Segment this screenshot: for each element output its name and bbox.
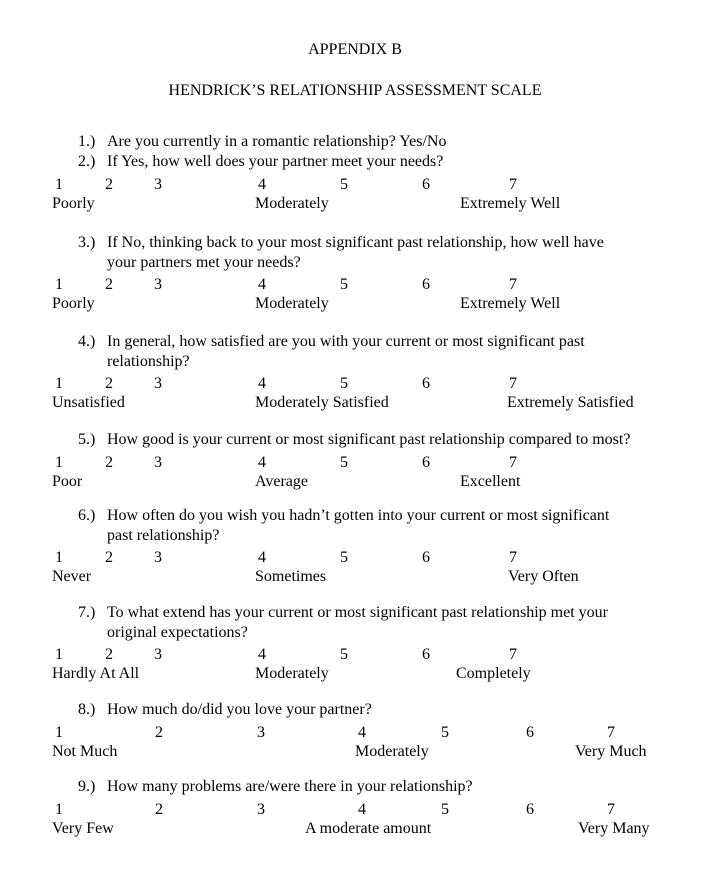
scale-number: 3 [154,276,162,293]
scale-number: 3 [154,453,162,471]
scale-anchor-label: Average [255,472,308,490]
scale-number: 4 [258,375,266,392]
question-number: 6.) [78,507,96,524]
scale-number: 1 [55,723,63,741]
question-line [0,430,710,450]
scale-anchors-row [0,472,710,491]
scale-numbers-row [0,723,710,742]
question-line [0,233,710,253]
question-text: How good is your current or most significant past relationship compared to most? [107,431,631,448]
question-line [0,332,710,352]
question-item [0,332,710,412]
scale-number: 7 [509,175,517,193]
scale-number: 4 [258,453,266,471]
question-text: To what extend has your current or most significant past relationship met your [107,604,608,621]
scale-number: 2 [105,375,113,392]
scale-number: 1 [55,175,63,193]
scale-anchor-label: Very Often [508,568,579,585]
question-text: original expectations? [107,623,248,641]
scale-number: 3 [257,723,265,741]
scale-anchor-label: Extremely Well [460,194,561,212]
question-number: 8.) [78,701,96,718]
scale-number: 6 [526,800,534,818]
scale-anchor-label: Moderately Satisfied [255,394,389,411]
scale-number: 2 [105,175,113,193]
scale-number: 1 [55,549,63,566]
question-text: If No, thinking back to your most significant past relationship, how well have [107,234,604,251]
question-item [0,132,710,152]
question-number: 5.) [78,431,96,448]
question-line [0,603,710,623]
scale-anchor-label: Extremely Well [460,295,561,312]
scale-number: 4 [358,723,366,741]
scale-number: 5 [340,549,348,566]
scale-number: 5 [340,646,348,663]
scale-number: 3 [154,646,162,663]
scale-number: 5 [340,175,348,193]
question-text: past relationship? [107,526,220,544]
scale-anchors-row [0,194,710,213]
question-text: If Yes, how well does your partner meet your needs? [107,153,444,170]
scale-anchor-label: Not Much [52,742,118,760]
scale-number: 2 [105,646,113,663]
scale-number: 7 [607,800,615,818]
scale-anchor-label: Unsatisfied [52,394,125,411]
question-number: 4.) [78,333,96,350]
scale-number: 1 [55,375,63,392]
question-text: How much do/did you love your partner? [107,701,372,718]
scale-number: 3 [257,800,265,818]
scale-number: 7 [509,453,517,471]
scale-number: 7 [509,276,517,293]
scale-anchors-row [0,294,710,313]
question-number: 9.) [78,778,96,795]
question-item [0,430,710,491]
question-number: 3.) [78,234,96,251]
scale-number: 7 [509,646,517,663]
scale-number: 3 [154,549,162,566]
scale-anchor-label: Hardly At All [52,665,140,682]
scale-anchor-label: Excellent [460,472,521,490]
scale-number: 2 [105,276,113,293]
scale-number: 3 [154,375,162,392]
scale-number: 6 [422,375,430,392]
scale-anchor-label: Moderately [255,295,329,312]
appendix-title: APPENDIX B [308,41,402,58]
scale-anchor-label: Poor [52,472,83,490]
question-text: Are you currently in a romantic relationship? Yes/No [107,133,447,150]
scale-anchors-row [0,664,710,683]
scale-anchor-label: Poorly [52,295,95,312]
question-line [0,777,710,797]
scale-numbers-row [0,800,710,819]
scale-anchor-label: Never [52,568,92,585]
scale-number: 2 [155,723,163,741]
scale-number: 4 [258,646,266,663]
scale-number: 4 [258,175,266,193]
scale-number: 6 [422,175,430,193]
scale-number: 4 [258,276,266,293]
question-line [0,623,710,643]
scale-numbers-row [0,548,710,567]
scale-number: 7 [509,549,517,566]
question-item [0,700,710,761]
scale-anchor-label: Moderately [355,742,429,760]
question-text: How often do you wish you hadn’t gotten into your current or most significant [107,507,610,524]
scale-anchors-row [0,567,710,586]
question-number: 7.) [78,604,96,621]
scale-anchor-label: Moderately [255,194,329,212]
scale-anchor-label: Very Few [52,819,114,837]
scale-numbers-row [0,175,710,194]
scale-number: 2 [105,453,113,471]
scale-number: 2 [155,800,163,818]
scale-number: 4 [258,549,266,566]
scale-number: 6 [526,723,534,741]
question-line [0,132,710,152]
scale-number: 5 [340,276,348,293]
scale-numbers-row [0,453,710,472]
question-line [0,152,710,172]
question-text: In general, how satisfied are you with your current or most significant past [107,333,585,350]
scale-number: 5 [441,800,449,818]
scale-anchor-label: Moderately [255,665,329,682]
scale-number: 7 [607,723,615,741]
scale-number: 2 [105,549,113,566]
question-line [0,506,710,526]
scale-number: 4 [358,800,366,818]
scale-number: 1 [55,276,63,293]
scale-numbers-row [0,374,710,393]
scale-number: 6 [422,453,430,471]
scale-anchor-label: Very Many [578,819,650,837]
scale-anchor-label: A moderate amount [305,819,432,837]
question-item [0,603,710,683]
question-text: your partners met your needs? [107,253,301,271]
question-text: How many problems are/were there in your relationship? [107,778,473,795]
scale-number: 1 [55,453,63,471]
scale-number: 5 [340,453,348,471]
scale-numbers-row [0,275,710,294]
question-line [0,700,710,720]
scale-number: 6 [422,276,430,293]
question-line [0,253,710,273]
question-text: relationship? [107,352,190,370]
scale-anchor-label: Completely [456,665,531,682]
question-number: 1.) [78,133,96,150]
scale-anchor-label: Poorly [52,194,95,212]
scale-number: 3 [154,175,162,193]
scale-anchors-row [0,819,710,838]
scale-anchors-row [0,393,710,412]
question-number: 2.) [78,153,96,170]
scale-title: HENDRICK’S RELATIONSHIP ASSESSMENT SCALE [168,82,542,99]
question-line [0,352,710,372]
question-item [0,152,710,213]
scale-anchors-row [0,742,710,761]
question-item [0,777,710,838]
scale-number: 1 [55,800,63,818]
scale-anchor-label: Extremely Satisfied [507,394,634,411]
scale-anchor-label: Sometimes [255,568,327,585]
scale-number: 7 [509,375,517,392]
scale-number: 5 [441,723,449,741]
scale-number: 6 [422,646,430,663]
question-item [0,233,710,313]
scale-anchor-label: Very Much [575,742,647,760]
scale-numbers-row [0,645,710,664]
question-line [0,526,710,546]
scale-number: 1 [55,646,63,663]
question-item [0,506,710,586]
scale-number: 5 [340,375,348,392]
scale-number: 6 [422,549,430,566]
